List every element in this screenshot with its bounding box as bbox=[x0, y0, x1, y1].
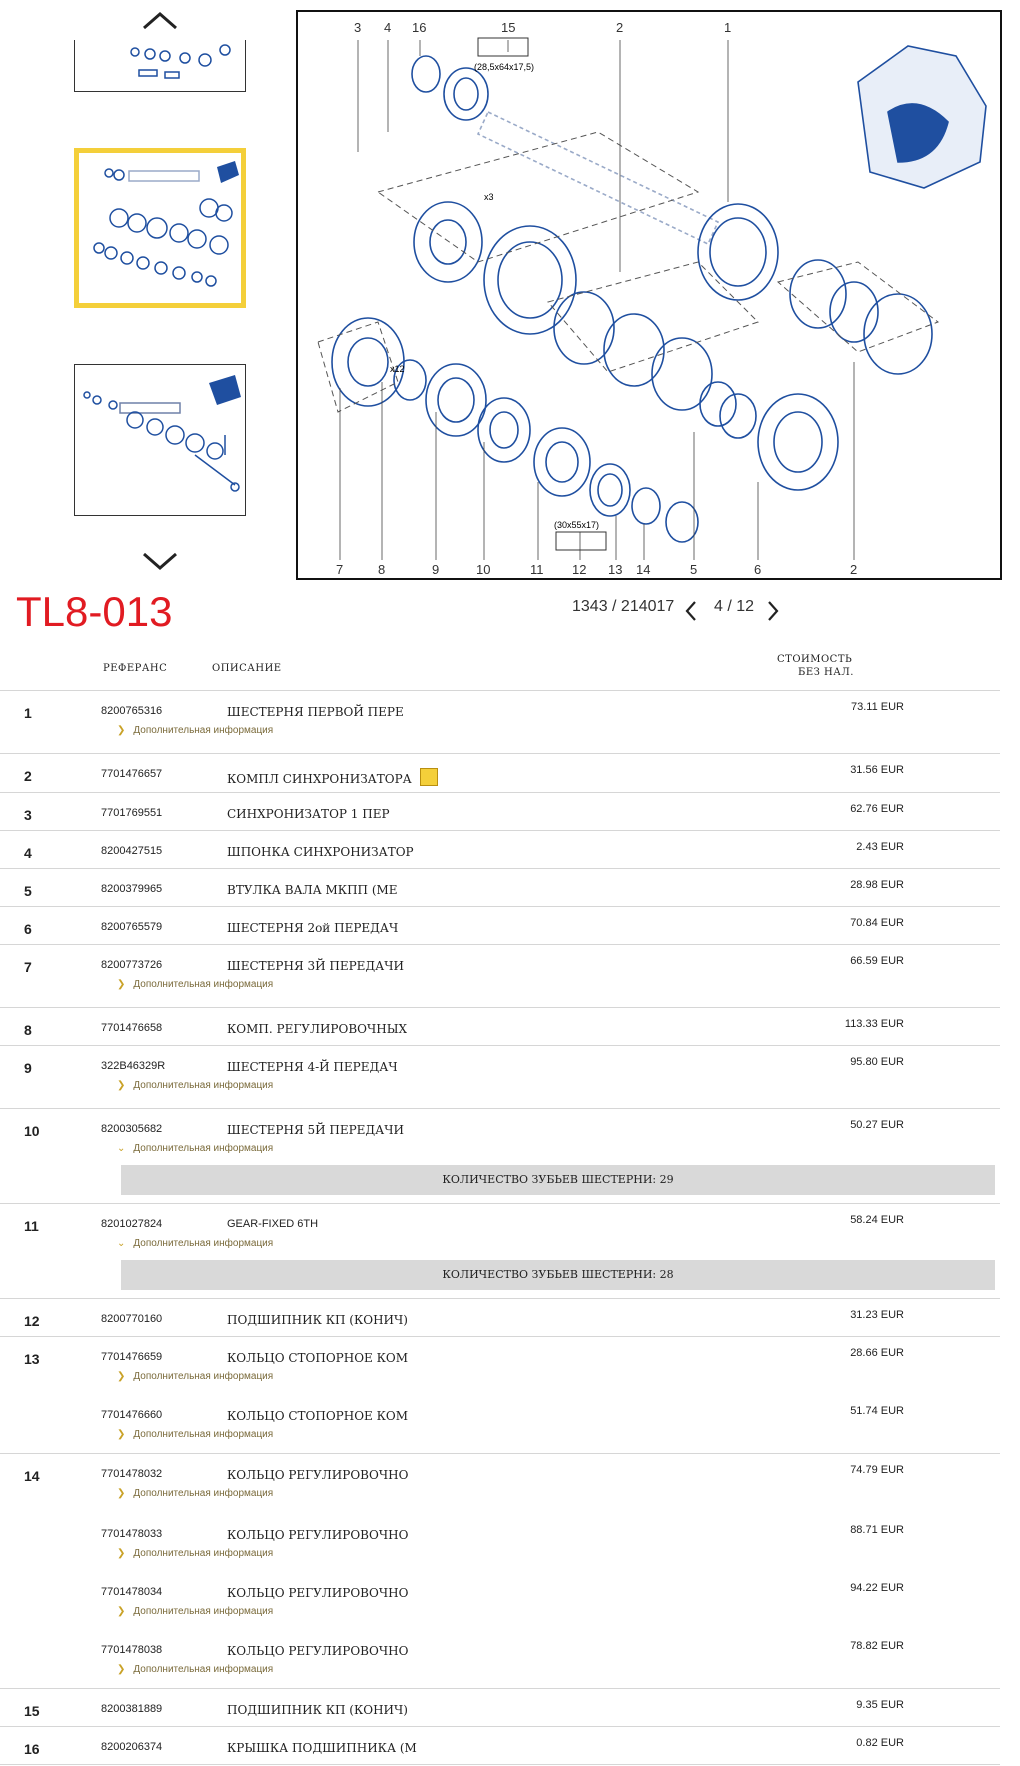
chevron-down-small-icon: ⌄ bbox=[117, 1143, 126, 1154]
row-number: 14 bbox=[24, 1468, 40, 1484]
table-row bbox=[0, 1204, 1000, 1299]
chevron-right-icon: ❯ bbox=[117, 1548, 126, 1559]
chevron-right-icon: ❯ bbox=[117, 1371, 126, 1382]
part-description: СИНХРОНИЗАТОР 1 ПЕР bbox=[227, 807, 390, 821]
part-reference: 322B46329R bbox=[101, 1060, 166, 1072]
part-description: ШЕСТЕРНЯ ПЕРВОЙ ПЕРЕ bbox=[227, 705, 404, 719]
table-row bbox=[0, 1727, 1000, 1765]
part-reference: 7701476659 bbox=[101, 1351, 163, 1363]
table-row bbox=[0, 1337, 1000, 1395]
table-row bbox=[0, 1630, 1000, 1689]
table-row bbox=[0, 945, 1000, 1008]
row-number: 11 bbox=[24, 1218, 39, 1234]
part-reference: 7701478032 bbox=[101, 1468, 163, 1480]
callout-16: 16 bbox=[412, 20, 427, 35]
part-reference: 8200305682 bbox=[101, 1123, 163, 1135]
part-description: КОЛЬЦО РЕГУЛИРОВОЧНО bbox=[227, 1586, 409, 1600]
callout-2-top: 2 bbox=[616, 20, 624, 35]
part-price: 50.27 EUR bbox=[850, 1119, 904, 1131]
more-info-link[interactable]: ❯ Дополнительная информация bbox=[117, 1606, 274, 1617]
chevron-down-icon[interactable] bbox=[140, 548, 180, 572]
part-reference: 8200770160 bbox=[101, 1313, 163, 1325]
table-row bbox=[0, 754, 1000, 793]
table-row bbox=[0, 1046, 1000, 1109]
callout-3: 3 bbox=[354, 20, 362, 35]
part-price: 9.35 EUR bbox=[856, 1699, 904, 1711]
part-price: 0.82 EUR bbox=[856, 1737, 904, 1749]
header-description: ОПИСАНИЕ bbox=[212, 663, 282, 674]
part-reference: 8200206374 bbox=[101, 1741, 163, 1753]
table-row bbox=[0, 690, 1000, 754]
callout-14: 14 bbox=[636, 562, 651, 577]
part-description: ШЕСТЕРНЯ 4-Й ПЕРЕДАЧ bbox=[227, 1060, 398, 1074]
callout-12: 12 bbox=[572, 562, 587, 577]
row-number: 1 bbox=[24, 705, 32, 721]
row-number: 10 bbox=[24, 1123, 40, 1139]
more-info-link-expanded[interactable]: ⌄ Дополнительная информация bbox=[117, 1143, 274, 1154]
callout-8: 8 bbox=[378, 562, 386, 577]
part-reference: 7701769551 bbox=[101, 807, 163, 819]
part-description: ШЕСТЕРНЯ 2ой ПЕРЕДАЧ bbox=[227, 921, 399, 935]
next-page-icon[interactable] bbox=[766, 600, 780, 622]
row-number: 7 bbox=[24, 959, 32, 975]
chevron-right-icon: ❯ bbox=[117, 979, 126, 990]
part-reference: 8201027824 bbox=[101, 1218, 163, 1230]
part-price: 78.82 EUR bbox=[850, 1640, 904, 1652]
thumbnail-next[interactable] bbox=[74, 364, 246, 516]
row-number: 5 bbox=[24, 883, 32, 899]
part-reference: 8200381889 bbox=[101, 1703, 163, 1715]
table-row bbox=[0, 1514, 1000, 1572]
row-number: 4 bbox=[24, 845, 32, 861]
more-info-link[interactable]: ❯ Дополнительная информация bbox=[117, 1488, 274, 1499]
more-info-link[interactable]: ❯ Дополнительная информация bbox=[117, 1080, 274, 1091]
gear-teeth-info: КОЛИЧЕСТВО ЗУБЬЕВ ШЕСТЕРНИ: 28 bbox=[121, 1260, 995, 1290]
row-number: 3 bbox=[24, 807, 32, 823]
more-info-link[interactable]: ❯ Дополнительная информация bbox=[117, 725, 274, 736]
part-reference: 7701478038 bbox=[101, 1644, 163, 1656]
header-price-note: БЕЗ НАЛ. bbox=[798, 667, 854, 678]
chevron-up-icon[interactable] bbox=[140, 8, 180, 32]
row-number: 15 bbox=[24, 1703, 40, 1719]
part-price: 113.33 EUR bbox=[844, 1018, 904, 1030]
part-price: 2.43 EUR bbox=[856, 841, 904, 853]
part-description: ШЕСТЕРНЯ 3Й ПЕРЕДАЧИ bbox=[227, 959, 404, 973]
bearing-dim-top: (28,5x64x17,5) bbox=[474, 62, 535, 72]
more-info-link[interactable]: ❯ Дополнительная информация bbox=[117, 1548, 274, 1559]
chevron-right-icon: ❯ bbox=[117, 1488, 126, 1499]
more-info-link[interactable]: ❯ Дополнительная информация bbox=[117, 1429, 274, 1440]
more-info-link-expanded[interactable]: ⌄ Дополнительная информация bbox=[117, 1238, 274, 1249]
part-description: КОЛЬЦО СТОПОРНОЕ КОМ bbox=[227, 1409, 409, 1423]
row-number: 8 bbox=[24, 1022, 32, 1038]
part-description: КРЫШКА ПОДШИПНИКА (М bbox=[227, 1741, 417, 1755]
row-number: 16 bbox=[24, 1741, 40, 1757]
part-price: 94.22 EUR bbox=[850, 1582, 904, 1594]
chevron-right-icon: ❯ bbox=[117, 1664, 126, 1675]
part-price: 31.23 EUR bbox=[850, 1309, 904, 1321]
header-reference: РЕФЕРАНС bbox=[103, 663, 168, 674]
callout-13: 13 bbox=[608, 562, 623, 577]
part-price: 28.66 EUR bbox=[850, 1347, 904, 1359]
chevron-right-icon: ❯ bbox=[117, 1429, 126, 1440]
parts-table bbox=[0, 690, 1000, 1765]
table-row bbox=[0, 831, 1000, 869]
row-number: 6 bbox=[24, 921, 32, 937]
part-reference: 8200765316 bbox=[101, 705, 163, 717]
qty-x3: x3 bbox=[484, 192, 494, 202]
callout-10: 10 bbox=[476, 562, 491, 577]
table-row bbox=[0, 793, 1000, 831]
gear-teeth-info: КОЛИЧЕСТВО ЗУБЬЕВ ШЕСТЕРНИ: 29 bbox=[121, 1165, 995, 1195]
part-price: 62.76 EUR bbox=[850, 803, 904, 815]
part-description: КОЛЬЦО РЕГУЛИРОВОЧНО bbox=[227, 1644, 409, 1658]
callout-4: 4 bbox=[384, 20, 392, 35]
callout-1: 1 bbox=[724, 20, 732, 35]
part-description: ВТУЛКА ВАЛА МКПП (МЕ bbox=[227, 883, 398, 897]
table-row bbox=[0, 869, 1000, 907]
qty-x12: x12 bbox=[390, 364, 405, 374]
row-number: 2 bbox=[24, 768, 32, 784]
part-reference: 8200427515 bbox=[101, 845, 163, 857]
table-row bbox=[0, 907, 1000, 945]
part-description: КОЛЬЦО РЕГУЛИРОВОЧНО bbox=[227, 1528, 409, 1542]
callout-5: 5 bbox=[690, 562, 698, 577]
part-reference: 7701476657 bbox=[101, 768, 163, 780]
part-price: 51.74 EUR bbox=[850, 1405, 904, 1417]
part-price: 66.59 EUR bbox=[850, 955, 904, 967]
chevron-right-icon: ❯ bbox=[117, 1080, 126, 1091]
header-price: СТОИМОСТЬ bbox=[777, 654, 853, 665]
part-price: 28.98 EUR bbox=[850, 879, 904, 891]
table-row bbox=[0, 1689, 1000, 1727]
table-row bbox=[0, 1395, 1000, 1454]
row-number: 12 bbox=[24, 1313, 40, 1329]
row-number: 13 bbox=[24, 1351, 40, 1367]
part-description: GEAR-FIXED 6TH bbox=[227, 1218, 319, 1230]
table-row bbox=[0, 1454, 1000, 1514]
exploded-diagram bbox=[296, 10, 1002, 580]
table-row bbox=[0, 1109, 1000, 1204]
table-row bbox=[0, 1008, 1000, 1046]
more-info-link[interactable]: ❯ Дополнительная информация bbox=[117, 1664, 274, 1675]
callout-6: 6 bbox=[754, 562, 762, 577]
callout-9: 9 bbox=[432, 562, 440, 577]
table-row bbox=[0, 1299, 1000, 1337]
part-price: 74.79 EUR bbox=[850, 1464, 904, 1476]
part-reference: 7701478034 bbox=[101, 1586, 163, 1598]
part-price: 70.84 EUR bbox=[850, 917, 904, 929]
chevron-down-small-icon: ⌄ bbox=[117, 1238, 126, 1249]
part-description: ПОДШИПНИК КП (КОНИЧ) bbox=[227, 1313, 408, 1327]
part-reference: 7701476660 bbox=[101, 1409, 163, 1421]
bearing-dim-bottom: (30x55x17) bbox=[554, 520, 600, 530]
part-description: ПОДШИПНИК КП (КОНИЧ) bbox=[227, 1703, 408, 1717]
part-price: 95.80 EUR bbox=[850, 1056, 904, 1068]
part-price: 58.24 EUR bbox=[850, 1214, 904, 1226]
part-reference: 8200765579 bbox=[101, 921, 163, 933]
part-reference: 8200379965 bbox=[101, 883, 163, 895]
chevron-right-icon: ❯ bbox=[117, 1606, 126, 1617]
more-info-link[interactable]: ❯ Дополнительная информация bbox=[117, 979, 274, 990]
part-price: 88.71 EUR bbox=[850, 1524, 904, 1536]
prev-page-icon[interactable] bbox=[684, 600, 698, 622]
part-reference: 7701476658 bbox=[101, 1022, 163, 1034]
chevron-right-icon: ❯ bbox=[117, 725, 126, 736]
callout-7: 7 bbox=[336, 562, 344, 577]
part-description: ШЕСТЕРНЯ 5Й ПЕРЕДАЧИ bbox=[227, 1123, 404, 1137]
part-group-code: TL8-013 bbox=[16, 588, 173, 635]
row-number: 9 bbox=[24, 1060, 32, 1076]
diagram-counter: 1343 / 214017 bbox=[572, 598, 675, 615]
part-description: КОЛЬЦО РЕГУЛИРОВОЧНО bbox=[227, 1468, 409, 1482]
part-description: ШПОНКА СИНХРОНИЗАТОР bbox=[227, 845, 414, 859]
part-description: КОМПЛ СИНХРОНИЗАТОРА bbox=[227, 768, 438, 786]
thumbnail-selected[interactable] bbox=[74, 148, 246, 308]
kit-badge-icon[interactable] bbox=[420, 768, 438, 786]
table-row bbox=[0, 1572, 1000, 1630]
part-description: КОМП. РЕГУЛИРОВОЧНЫХ bbox=[227, 1022, 408, 1036]
more-info-link[interactable]: ❯ Дополнительная информация bbox=[117, 1371, 274, 1382]
part-reference: 7701478033 bbox=[101, 1528, 163, 1540]
callout-2-bottom: 2 bbox=[850, 562, 858, 577]
part-reference: 8200773726 bbox=[101, 959, 163, 971]
part-price: 31.56 EUR bbox=[850, 764, 904, 776]
callout-11: 11 bbox=[530, 562, 544, 577]
part-description: КОЛЬЦО СТОПОРНОЕ КОМ bbox=[227, 1351, 409, 1365]
part-price: 73.11 EUR bbox=[851, 701, 904, 713]
page-indicator: 4 / 12 bbox=[714, 598, 755, 615]
callout-15: 15 bbox=[501, 20, 516, 35]
thumbnail-prev[interactable] bbox=[74, 40, 246, 92]
